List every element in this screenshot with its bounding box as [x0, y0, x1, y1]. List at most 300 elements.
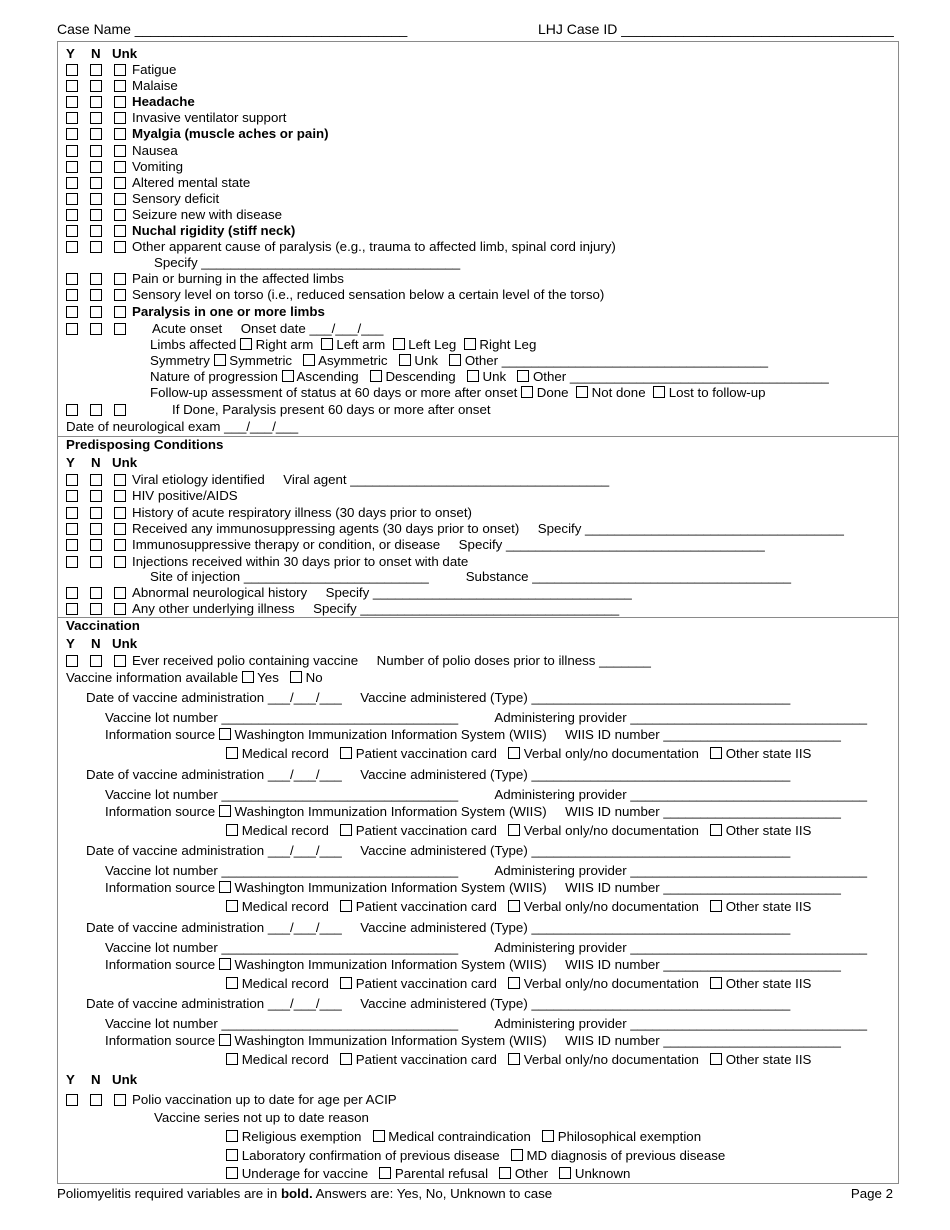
no-checkbox[interactable] [90, 241, 102, 253]
symptom-6 [132, 159, 183, 175]
ever-received-ynu [66, 653, 136, 669]
yes-checkbox[interactable] [66, 556, 78, 568]
symptom-6-ynu [66, 159, 136, 175]
unk-header: Unk [112, 46, 138, 61]
neuro-exam-label: Date of neurological exam ___/___/___ [66, 419, 299, 434]
pain-ynu [66, 271, 136, 287]
unk-checkbox[interactable] [114, 112, 126, 124]
site-of-injection [150, 569, 791, 585]
info-source-label: Information source [105, 956, 216, 972]
yes-checkbox[interactable] [66, 323, 78, 335]
unk-checkbox[interactable] [114, 241, 126, 253]
unk-checkbox[interactable] [114, 128, 126, 140]
no-checkbox[interactable] [90, 80, 102, 92]
symptom-label: Headache [132, 94, 195, 110]
followup-opt-0-checkbox[interactable] [521, 386, 533, 398]
wiis-label: Washington Immunization Information System (WIIS) WIIS ID number ________________________ [234, 1033, 841, 1049]
acute-onset-label: Acute onset Onset date ___/___/___ [152, 321, 384, 336]
vaccine-lot-1 [105, 787, 867, 803]
predisposing-label: Abnormal neurological history Specify ___________________________________ [132, 585, 632, 600]
symmetry-opt-0-label: Symmetric [229, 353, 293, 368]
yes-checkbox[interactable] [66, 241, 78, 253]
wiis-checkbox[interactable] [219, 881, 231, 893]
unk-checkbox[interactable] [114, 96, 126, 108]
symmetry-opt-1-checkbox[interactable] [303, 354, 315, 366]
source-type-3-opt-2-checkbox[interactable] [508, 977, 520, 989]
yes-checkbox[interactable] [66, 507, 78, 519]
info-available-opt-1-label: No [305, 670, 323, 685]
source-type-1-opt-0-checkbox[interactable] [226, 824, 238, 836]
predisposing-1-ynu [66, 488, 136, 504]
section-title: Predisposing Conditions [66, 437, 224, 452]
progression-opt-0-label: Ascending [296, 369, 359, 384]
symmetry-opt-0-checkbox[interactable] [214, 354, 226, 366]
n-header: N [91, 636, 101, 651]
unk-header: Unk [112, 455, 138, 470]
reason-group-0-opt-1-checkbox[interactable] [373, 1130, 385, 1142]
page-number: Page 2 [850, 1186, 893, 1201]
reason-group-2-opt-1-checkbox[interactable] [379, 1167, 391, 1179]
predisposing2-1-ynu [66, 601, 136, 617]
unk-checkbox[interactable] [114, 273, 126, 285]
source-type-3-opt-3-checkbox[interactable] [710, 977, 722, 989]
ever-received [132, 653, 651, 669]
followup-opt-0-label: Done [536, 385, 569, 400]
yes-checkbox[interactable] [66, 161, 78, 173]
yes-checkbox[interactable] [66, 306, 78, 318]
specify-line: Specify ___________________________________ [154, 255, 461, 270]
unk-checkbox[interactable] [114, 289, 126, 301]
yes-checkbox[interactable] [66, 112, 78, 124]
section-divider [58, 617, 898, 618]
reason-group-0-opt-1-label: Medical contraindication [388, 1129, 531, 1144]
source-type-0-opt-3-label: Other state IIS [725, 746, 812, 761]
pain-label: Pain or burning in the affected limbs [132, 271, 344, 286]
reason-group-0-opt-2-label: Philosophical exemption [557, 1129, 702, 1144]
symptom-2-ynu [66, 94, 136, 110]
lhj-case-id-field[interactable]: LHJ Case ID ___________________________________ [538, 21, 894, 37]
predisposing-label: HIV positive/AIDS [132, 488, 238, 504]
source-type-0-opt-2-checkbox[interactable] [508, 747, 520, 759]
predisposing-4 [132, 537, 765, 553]
info-source-4 [105, 1033, 841, 1049]
symptom-label: Invasive ventilator support [132, 110, 287, 126]
no-checkbox[interactable] [90, 193, 102, 205]
unk-checkbox[interactable] [114, 490, 126, 502]
unk-checkbox[interactable] [114, 161, 126, 173]
followup-label: Follow-up assessment of status at 60 days or more after onset [150, 385, 518, 400]
symptom-label: Other apparent cause of paralysis (e.g., trauma to affected limb, spinal cord injury) [132, 239, 616, 255]
no-checkbox[interactable] [90, 323, 102, 335]
symmetry-label: Symmetry [150, 353, 210, 368]
source-type-0-opt-1-checkbox[interactable] [340, 747, 352, 759]
source-type-1-opt-1-checkbox[interactable] [340, 824, 352, 836]
unk-checkbox[interactable] [114, 323, 126, 335]
info-available [66, 670, 323, 686]
reason-group-1-opt-1-label: MD diagnosis of previous disease [526, 1147, 726, 1163]
symmetry-opt-3-checkbox[interactable] [449, 354, 461, 366]
vaccine-lot-0 [105, 710, 867, 726]
source-type-2-opt-0-checkbox[interactable] [226, 900, 238, 912]
symmetry [150, 353, 768, 369]
predisposing-label: Immunosuppressive therapy or condition, or disease Specify ___________________________________ [132, 537, 765, 553]
source-type-2-opt-3-checkbox[interactable] [710, 900, 722, 912]
vaccine-date-line: Date of vaccine administration ___/___/___ Vaccine administered (Type) ___________________________________ [86, 996, 791, 1012]
source-type-1-opt-1-label: Patient vaccination card [355, 822, 497, 838]
vaccine-date-line: Date of vaccine administration ___/___/___ Vaccine administered (Type) ___________________________________ [86, 690, 791, 705]
unk-checkbox[interactable] [114, 145, 126, 157]
reason-group-0 [226, 1129, 701, 1145]
unk-checkbox[interactable] [114, 603, 126, 615]
limbs-affected-label: Limbs affected [150, 337, 237, 352]
vaccine-date-0 [86, 690, 790, 706]
unk-checkbox[interactable] [114, 474, 126, 486]
predisposing-2 [132, 505, 472, 521]
symptom-label: Nausea [132, 142, 178, 158]
unk-checkbox[interactable] [114, 556, 126, 568]
no-checkbox[interactable] [90, 128, 102, 140]
symmetry-opt-3-label: Other [464, 353, 499, 368]
progression-opt-0-checkbox[interactable] [282, 370, 294, 382]
vaccine-lot-2 [105, 863, 867, 879]
limbs-affected-opt-3-checkbox[interactable] [464, 338, 476, 350]
source-type-1-opt-3-label: Other state IIS [725, 822, 812, 838]
source-type-2-opt-0-label: Medical record [241, 899, 329, 915]
limbs-affected-opt-2-checkbox[interactable] [393, 338, 405, 350]
source-type-0-opt-3-checkbox[interactable] [710, 747, 722, 759]
progression-opt-1-label: Descending [385, 369, 456, 384]
no-checkbox[interactable] [90, 112, 102, 124]
followup [150, 385, 766, 401]
unk-checkbox[interactable] [114, 80, 126, 92]
predisposing-2-ynu [66, 505, 136, 521]
yes-checkbox[interactable] [66, 193, 78, 205]
yes-checkbox[interactable] [66, 603, 78, 615]
limbs-affected-opt-1-label: Left arm [336, 337, 386, 352]
source-type-3-opt-0-checkbox[interactable] [226, 977, 238, 989]
progression-opt-3-checkbox[interactable] [517, 370, 529, 382]
symmetry-opt-2-checkbox[interactable] [399, 354, 411, 366]
symptom-10 [132, 223, 295, 239]
site-of-injection-label: Site of injection _________________________ Substance ___________________________________ [150, 569, 792, 584]
form-body [57, 41, 899, 1184]
symptom-8-ynu [66, 191, 136, 207]
no-checkbox[interactable] [90, 523, 102, 535]
followup-opt-1-checkbox[interactable] [576, 386, 588, 398]
no-checkbox[interactable] [90, 306, 102, 318]
no-checkbox[interactable] [90, 145, 102, 157]
no-checkbox[interactable] [90, 404, 102, 416]
sensory-level [132, 287, 604, 303]
no-checkbox[interactable] [90, 225, 102, 237]
no-checkbox[interactable] [90, 289, 102, 301]
predisposing-5-ynu [66, 554, 136, 570]
yes-checkbox[interactable] [66, 64, 78, 76]
source-type-3-opt-1-label: Patient vaccination card [355, 975, 497, 991]
yes-checkbox[interactable] [66, 539, 78, 551]
reason-group-2-opt-0-label: Underage for vaccine [241, 1166, 369, 1181]
symptom-2 [132, 94, 195, 110]
reason-group-2-opt-2-checkbox[interactable] [499, 1167, 511, 1179]
vaccine-date-2 [86, 843, 790, 859]
followup-opt-2-label: Lost to follow-up [668, 385, 766, 400]
yes-checkbox[interactable] [66, 145, 78, 157]
progression-other-line: ___________________________________ [569, 369, 829, 384]
y-header: Y [66, 455, 75, 470]
no-checkbox[interactable] [90, 273, 102, 285]
reason-group-2 [226, 1166, 630, 1182]
wiis-label: Washington Immunization Information System (WIIS) WIIS ID number ________________________ [234, 956, 841, 972]
symptom-4 [132, 126, 329, 142]
yes-checkbox[interactable] [66, 1094, 78, 1106]
yes-checkbox[interactable] [66, 209, 78, 221]
paralysis [132, 304, 325, 320]
reason-group-1-opt-1-checkbox[interactable] [511, 1149, 523, 1161]
symptom-label: Vomiting [132, 158, 183, 174]
predisposing-label: Any other underlying illness Specify ___________________________________ [132, 601, 620, 617]
progression-opt-3-label: Other [532, 369, 567, 384]
unk-checkbox[interactable] [114, 655, 126, 667]
footer-note [57, 1186, 552, 1201]
yes-checkbox[interactable] [66, 289, 78, 301]
predisposing-5 [132, 554, 468, 570]
predisposing-0 [132, 472, 609, 488]
unk-checkbox[interactable] [114, 193, 126, 205]
reason-group-0-opt-2-checkbox[interactable] [542, 1130, 554, 1142]
no-checkbox[interactable] [90, 474, 102, 486]
source-type-4-opt-0-checkbox[interactable] [226, 1053, 238, 1065]
predisposing2-1 [132, 601, 619, 617]
yes-checkbox[interactable] [66, 273, 78, 285]
followup-opt-1-label: Not done [591, 385, 646, 400]
reason-group-1-opt-0-label: Laboratory confirmation of previous disease [241, 1147, 500, 1163]
predisposing-3 [132, 521, 844, 537]
source-type-1-opt-2-label: Verbal only/no documentation [523, 822, 699, 838]
not-up-reason-label: Vaccine series not up to date reason [154, 1110, 369, 1125]
pain [132, 271, 344, 287]
no-checkbox[interactable] [90, 96, 102, 108]
symptom-7-ynu [66, 175, 136, 191]
no-checkbox[interactable] [90, 507, 102, 519]
page-footer [57, 1186, 893, 1201]
predisposing-label: Received any immunosuppressing agents (30 days prior to onset) Specify ___________________________________ [132, 520, 844, 536]
yes-checkbox[interactable] [66, 225, 78, 237]
source-type-0-opt-0-label: Medical record [241, 746, 329, 761]
predisposing-title [66, 437, 223, 453]
source-type-3 [226, 976, 811, 992]
info-source-3 [105, 957, 841, 973]
progression [150, 369, 829, 385]
unk-checkbox[interactable] [114, 1094, 126, 1106]
info-available-opt-0-checkbox[interactable] [242, 671, 254, 683]
symptom-5 [132, 143, 178, 159]
source-type-2 [226, 899, 811, 915]
paralysis-label: Paralysis in one or more limbs [132, 303, 325, 319]
source-type-0-opt-1-label: Patient vaccination card [355, 746, 497, 761]
symptom-3 [132, 110, 286, 126]
unk-checkbox[interactable] [114, 404, 126, 416]
yes-checkbox[interactable] [66, 587, 78, 599]
source-type-1 [226, 823, 811, 839]
wiis-label: Washington Immunization Information System (WIIS) WIIS ID number ________________________ [234, 803, 841, 819]
y-header: Y [66, 1072, 75, 1087]
no-checkbox[interactable] [90, 64, 102, 76]
no-checkbox[interactable] [90, 161, 102, 173]
vaccine-lot-line: Vaccine lot number ________________________________ Administering provider ________________________________ [105, 939, 868, 955]
reason-group-2-opt-0-checkbox[interactable] [226, 1167, 238, 1179]
symptom-9 [132, 207, 282, 223]
no-checkbox[interactable] [90, 490, 102, 502]
vaccine-lot-4 [105, 1016, 867, 1032]
y-header: Y [66, 46, 75, 61]
unk-checkbox[interactable] [114, 225, 126, 237]
unk-checkbox[interactable] [114, 209, 126, 221]
limbs-affected-opt-1-checkbox[interactable] [321, 338, 333, 350]
unk-checkbox[interactable] [114, 64, 126, 76]
source-type-2-opt-2-label: Verbal only/no documentation [523, 899, 699, 915]
vaccine-lot-line: Vaccine lot number ________________________________ Administering provider ________________________________ [105, 786, 868, 802]
yes-checkbox[interactable] [66, 523, 78, 535]
limbs-affected-opt-0-checkbox[interactable] [240, 338, 252, 350]
no-checkbox[interactable] [90, 1094, 102, 1106]
source-type-0-opt-0-checkbox[interactable] [226, 747, 238, 759]
limbs-affected-opt-2-label: Left Leg [408, 337, 457, 352]
vaccine-date-line: Date of vaccine administration ___/___/___ Vaccine administered (Type) ___________________________________ [86, 766, 791, 782]
predisposing2-0-ynu [66, 585, 136, 601]
yes-checkbox[interactable] [66, 474, 78, 486]
yes-checkbox[interactable] [66, 80, 78, 92]
footer-note-post: Answers are: Yes, No, Unknown to case [312, 1186, 553, 1201]
yes-checkbox[interactable] [66, 404, 78, 416]
sensory-level-ynu [66, 287, 136, 303]
symptom-3-ynu [66, 110, 136, 126]
if-done [172, 402, 491, 418]
wiis-label: Washington Immunization Information System (WIIS) WIIS ID number ________________________ [234, 880, 841, 896]
source-type-1-opt-2-checkbox[interactable] [508, 824, 520, 836]
predisposing-label: History of acute respiratory illness (30 days prior to onset) [132, 504, 472, 520]
info-available-opt-0-label: Yes [257, 670, 279, 685]
no-checkbox[interactable] [90, 177, 102, 189]
info-available-label: Vaccine information available [66, 670, 238, 685]
wiis-checkbox[interactable] [219, 958, 231, 970]
footer-note-pre: Poliomyelitis required variables are in [57, 1186, 281, 1201]
info-source-label: Information source [105, 880, 216, 896]
source-type-0 [226, 746, 811, 762]
yes-checkbox[interactable] [66, 128, 78, 140]
up-to-date [132, 1092, 397, 1108]
page-header [57, 21, 893, 39]
source-type-3-opt-3-label: Other state IIS [725, 975, 812, 991]
reason-group-1-opt-0-checkbox[interactable] [226, 1149, 238, 1161]
symptom-9-ynu [66, 207, 136, 223]
footer-note-bold: bold. [280, 1186, 313, 1201]
symptom-label: Sensory deficit [132, 190, 220, 206]
unk-checkbox[interactable] [114, 587, 126, 599]
info-source-label: Information source [105, 1033, 216, 1049]
symptom-0 [132, 62, 176, 78]
yes-checkbox[interactable] [66, 96, 78, 108]
progression-opt-2-label: Unk [482, 369, 507, 384]
yes-checkbox[interactable] [66, 655, 78, 667]
predisposing-label: Injections received within 30 days prior to onset with date [132, 553, 469, 569]
progression-opt-1-checkbox[interactable] [370, 370, 382, 382]
source-type-2-opt-3-label: Other state IIS [725, 899, 812, 915]
unk-checkbox[interactable] [114, 507, 126, 519]
symptom-label: Seizure new with disease [132, 206, 283, 222]
symptom-label: Altered mental state [132, 174, 251, 190]
source-type-4-opt-3-label: Other state IIS [725, 1052, 812, 1068]
n-header: N [91, 455, 101, 470]
source-type-4-opt-1-checkbox[interactable] [340, 1053, 352, 1065]
no-checkbox[interactable] [90, 556, 102, 568]
symptom-11-ynu [66, 239, 136, 255]
source-type-0-opt-2-label: Verbal only/no documentation [523, 746, 699, 761]
wiis-checkbox[interactable] [219, 728, 231, 740]
unk-checkbox[interactable] [114, 539, 126, 551]
symptom-1 [132, 78, 178, 94]
source-type-4-opt-3-checkbox[interactable] [710, 1053, 722, 1065]
no-checkbox[interactable] [90, 603, 102, 615]
source-type-2-opt-1-checkbox[interactable] [340, 900, 352, 912]
info-source-2 [105, 880, 841, 896]
reason-group-0-opt-0-checkbox[interactable] [226, 1130, 238, 1142]
source-type-4-opt-2-checkbox[interactable] [508, 1053, 520, 1065]
symptom-11 [132, 239, 616, 255]
symptom-4-ynu [66, 126, 136, 142]
source-type-4 [226, 1052, 811, 1068]
not-up-reason [154, 1110, 369, 1126]
followup-opt-2-checkbox[interactable] [653, 386, 665, 398]
source-type-3-opt-2-label: Verbal only/no documentation [523, 975, 699, 991]
no-checkbox[interactable] [90, 209, 102, 221]
neuro-exam-date [66, 419, 298, 435]
unk-checkbox[interactable] [114, 177, 126, 189]
paralysis-ynu [66, 304, 136, 320]
reason-group-2-opt-3-checkbox[interactable] [559, 1167, 571, 1179]
wiis-checkbox[interactable] [219, 805, 231, 817]
case-name-field[interactable]: Case Name ___________________________________ [57, 21, 408, 37]
no-checkbox[interactable] [90, 539, 102, 551]
symmetry-opt-2-label: Unk [414, 353, 439, 368]
unk-header: Unk [112, 1072, 138, 1087]
symptom-label: Malaise [132, 78, 178, 94]
symptom-0-ynu [66, 62, 136, 78]
progression-label: Nature of progression [150, 369, 278, 384]
limbs-affected [150, 337, 536, 353]
symptom-label: Fatigue [132, 62, 177, 77]
source-type-2-opt-2-checkbox[interactable] [508, 900, 520, 912]
source-type-3-opt-1-checkbox[interactable] [340, 977, 352, 989]
unk-checkbox[interactable] [114, 523, 126, 535]
vaccine-date-line: Date of vaccine administration ___/___/___ Vaccine administered (Type) ___________________________________ [86, 843, 791, 859]
symptom-label: Nuchal rigidity (stiff neck) [132, 223, 296, 238]
yes-checkbox[interactable] [66, 177, 78, 189]
limbs-affected-opt-3-label: Right Leg [479, 337, 537, 352]
reason-group-0-opt-0-label: Religious exemption [241, 1129, 362, 1144]
yes-checkbox[interactable] [66, 490, 78, 502]
no-checkbox[interactable] [90, 655, 102, 667]
source-type-4-opt-2-label: Verbal only/no documentation [523, 1052, 699, 1068]
source-type-1-opt-3-checkbox[interactable] [710, 824, 722, 836]
progression-opt-2-checkbox[interactable] [467, 370, 479, 382]
unk-checkbox[interactable] [114, 306, 126, 318]
if-done-label: If Done, Paralysis present 60 days or more after onset [172, 402, 491, 417]
no-checkbox[interactable] [90, 587, 102, 599]
wiis-checkbox[interactable] [219, 1034, 231, 1046]
acute-onset-ynu [66, 321, 136, 337]
info-available-opt-1-checkbox[interactable] [290, 671, 302, 683]
acute-onset [152, 321, 383, 337]
